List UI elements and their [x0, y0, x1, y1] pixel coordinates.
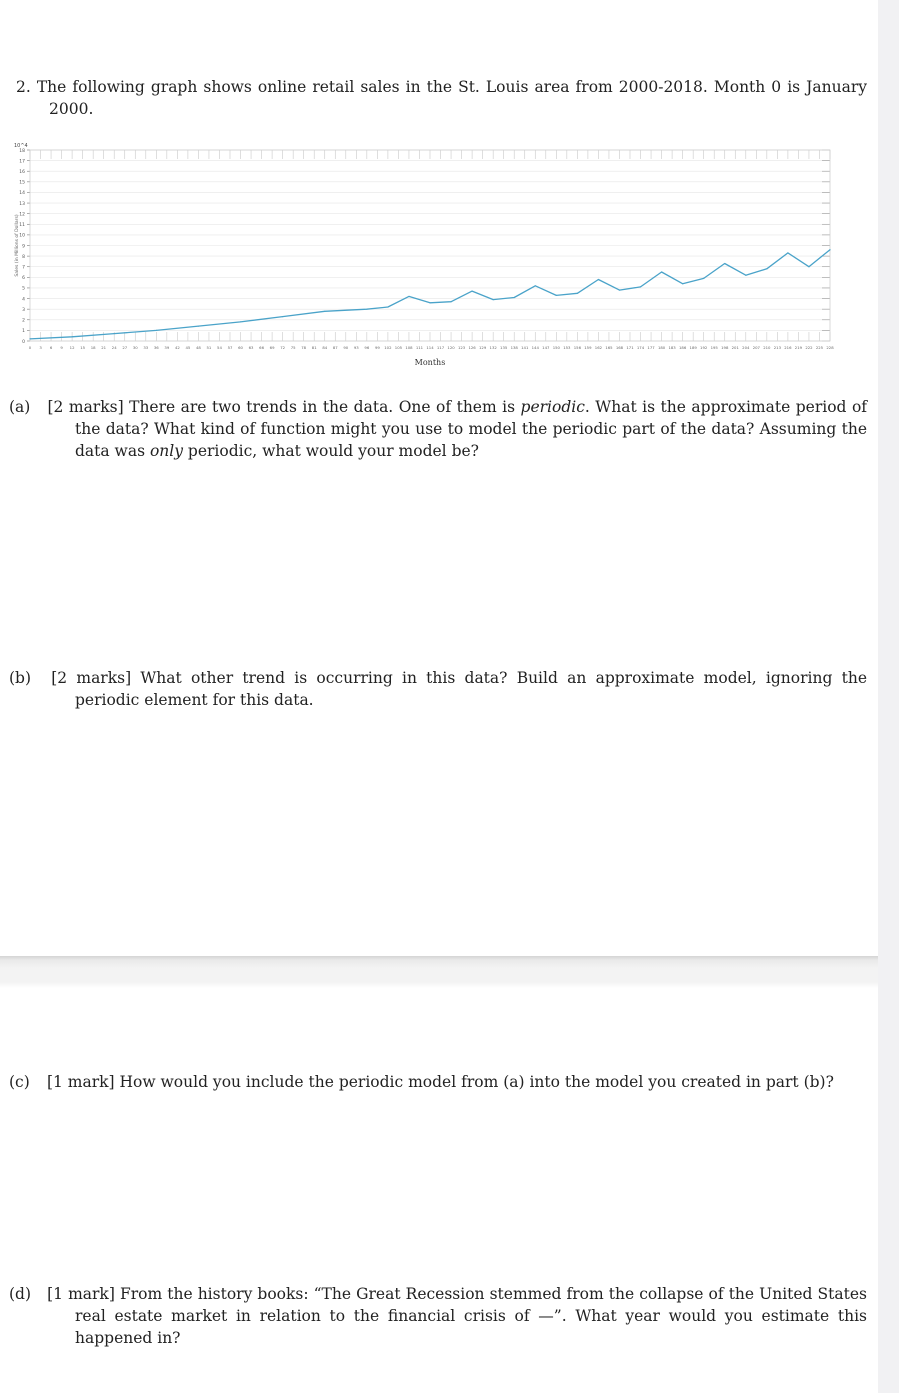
part-d-marks: [1 mark] [47, 1285, 115, 1303]
chart-grid [30, 150, 830, 341]
part-a-text-cont: . What is the approximate period of the data? What kind of function might you use to model the periodic part of the data? Assuming the data was [75, 398, 868, 460]
x-tick-label: 6 [49, 345, 53, 350]
y-tick-label: 15 [19, 180, 25, 186]
x-tick-label: 75 [290, 345, 296, 350]
x-tick-label: 12 [69, 345, 75, 350]
data-point [282, 316, 283, 317]
x-tick-label: 219 [794, 345, 803, 350]
data-point [640, 286, 641, 287]
data-point [556, 295, 557, 296]
x-tick-label: 30 [132, 345, 138, 350]
x-tick-label: 123 [457, 345, 466, 350]
part-d-text: From the history books: “The Great Recession stemmed from the collapse of the United States real estate market in relation to the financial crisis of —”. What year would you estimate this happened in? [75, 1285, 868, 1347]
sales-line-chart [0, 138, 878, 374]
data-point [514, 297, 515, 298]
x-tick-label: 144 [531, 345, 539, 350]
x-tick-label: 216 [784, 345, 792, 350]
x-tick-label: 45 [185, 345, 191, 350]
data-point [598, 279, 599, 280]
x-tick-label: 150 [552, 345, 560, 350]
y-tick-label: 16 [19, 170, 25, 176]
x-tick-label: 117 [436, 345, 445, 350]
x-tick-label: 54 [217, 345, 222, 350]
y-tick-label: 5 [22, 286, 25, 292]
x-tick-label: 222 [805, 345, 813, 350]
x-tick-label: 192 [700, 345, 708, 350]
sales-series-line [30, 250, 830, 339]
x-tick-label: 108 [405, 345, 413, 350]
x-tick-label: 111 [415, 345, 424, 350]
x-tick-label: 168 [615, 345, 624, 350]
x-tick-label: 57 [227, 345, 233, 350]
data-point [493, 299, 494, 300]
y-tick-label: 0 [22, 339, 25, 345]
data-point [198, 326, 199, 327]
part-c-text: How would you include the periodic model from (a) into the model you created in part (b)? [119, 1073, 834, 1091]
x-tick-label: 87 [332, 345, 338, 350]
x-tick-label: 72 [280, 345, 286, 350]
y-tick-label: 12 [19, 212, 25, 218]
x-tick-label: 189 [689, 345, 697, 350]
x-tick-label: 105 [394, 345, 403, 350]
x-tick-label: 48 [195, 345, 201, 350]
x-tick-label: 51 [206, 345, 212, 350]
x-tick-label: 201 [731, 345, 739, 350]
x-tick-label: 9 [60, 345, 63, 350]
x-tick-label: 0 [28, 345, 32, 350]
data-point [766, 268, 767, 269]
x-axis-label: Months [414, 358, 446, 367]
x-tick-label: 3 [39, 345, 42, 350]
question-2-text [16, 76, 867, 120]
x-tick-label: 114 [426, 345, 434, 350]
y-tick-label: 3 [22, 307, 25, 313]
x-tick-label: 141 [521, 345, 529, 350]
x-tick-label: 84 [322, 345, 328, 350]
data-point [787, 252, 788, 253]
y-tick-label: 18 [19, 148, 25, 154]
data-point [745, 275, 746, 276]
data-point [682, 283, 683, 284]
data-point [724, 263, 725, 264]
chart-series [29, 249, 830, 339]
part-d: (d) [1 mark] From the history books: “The Great Recession stemmed from the collapse of the United States real estate market in relation to the financial crisis of —”. What year would you estimate this happened in? [9, 1285, 868, 1347]
x-tick-label: 81 [311, 345, 317, 350]
part-b: (b) [2 marks] What other trend is occurring in this data? Build an approximate model, ignoring the periodic element for this data. [9, 669, 867, 709]
x-tick-label: 120 [447, 345, 455, 350]
data-point [661, 271, 662, 272]
x-tick-label: 42 [174, 345, 180, 350]
data-point [72, 336, 73, 337]
part-a-marks: [2 marks] [47, 398, 124, 416]
data-point [29, 338, 30, 339]
x-tick-label: 183 [668, 345, 676, 350]
data-point [472, 291, 473, 292]
x-tick-label: 207 [752, 345, 760, 350]
x-tick-label: 165 [605, 345, 613, 350]
y-tick-label: 10 [19, 233, 25, 239]
x-tick-label: 147 [542, 345, 550, 350]
part-c-marks: [1 mark] [46, 1073, 115, 1091]
x-tick-label: 93 [353, 345, 359, 350]
part-a-text: There are two trends in the data. One of them is [129, 398, 521, 416]
y-tick-label: 17 [19, 159, 25, 165]
part-a-emphasis-only: only [149, 442, 183, 460]
data-point [114, 333, 115, 334]
x-tick-label: 18 [90, 345, 96, 350]
x-tick-label: 156 [573, 345, 581, 350]
data-point [577, 293, 578, 294]
x-tick-label: 180 [657, 345, 666, 350]
x-tick-label: 33 [143, 345, 149, 350]
part-b-marks: [2 marks] [51, 669, 132, 687]
y-tick-label: 4 [22, 297, 25, 303]
x-tick-label: 204 [742, 345, 750, 350]
data-point [619, 289, 620, 290]
x-tick-label: 210 [763, 345, 771, 350]
part-a: (a) [2 marks] There are two trends in the data. One of them is periodic. What is the approximate period of the data? What kind of function might you use to model the periodic part of the data? Assuming the data was only periodic, what would your model be? [9, 398, 868, 460]
x-tick-label: 78 [301, 345, 307, 350]
y-tick-label: 2 [22, 318, 25, 324]
x-tick-label: 63 [248, 345, 254, 350]
x-tick-label: 162 [594, 345, 603, 350]
x-tick-label: 15 [80, 345, 86, 350]
y-tick-label: 7 [22, 265, 25, 271]
x-tick-label: 171 [626, 345, 634, 350]
data-point [240, 321, 241, 322]
x-tick-label: 102 [384, 345, 392, 350]
x-tick-label: 135 [500, 345, 508, 350]
question-prompt: The following graph shows online retail sales in the St. Louis area from 2000-2018. Month 0 is January 2000. [36, 78, 867, 118]
x-tick-label: 225 [815, 345, 824, 350]
x-tick-label: 174 [636, 345, 645, 350]
x-tick-label: 213 [773, 345, 781, 350]
data-point [703, 278, 704, 279]
x-tick-label: 69 [269, 345, 275, 350]
data-point [366, 309, 367, 310]
x-tick-label: 129 [479, 345, 487, 350]
x-tick-label: 126 [468, 345, 476, 350]
y-tick-label: 14 [19, 191, 25, 197]
part-a-text-end: periodic, what would your model be? [182, 442, 479, 460]
y-tick-label: 13 [19, 201, 25, 207]
part-a-emphasis-periodic: periodic [520, 398, 585, 416]
x-tick-label: 60 [238, 345, 243, 350]
data-point [829, 249, 830, 250]
data-point [450, 301, 451, 302]
y-tick-label: 8 [22, 254, 25, 260]
y-tick-label: 1 [22, 329, 25, 335]
x-tick-label: 198 [721, 345, 729, 350]
x-tick-label: 138 [510, 345, 518, 350]
x-tick-label: 90 [343, 345, 349, 350]
data-point [156, 330, 157, 331]
part-b-text: What other trend is occurring in this data? Build an approximate model, ignoring the periodic element for this data. [75, 669, 867, 709]
x-tick-label: 66 [259, 345, 265, 350]
x-tick-label: 132 [489, 345, 497, 350]
viewer-scroll-gutter[interactable] [878, 0, 899, 1393]
y-tick-label: 11 [19, 223, 25, 229]
x-tick-label: 21 [101, 345, 107, 350]
x-tick-label: 24 [111, 345, 117, 350]
y-axis-multiplier: 10^4 [14, 143, 28, 149]
x-tick-label: 36 [153, 345, 159, 350]
x-tick-label: 159 [584, 345, 592, 350]
data-point [535, 285, 536, 286]
x-tick-label: 195 [710, 345, 718, 350]
data-point [387, 306, 388, 307]
x-tick-label: 177 [647, 345, 655, 350]
x-tick-label: 96 [364, 345, 370, 350]
x-tick-label: 186 [679, 345, 687, 350]
data-point [324, 311, 325, 312]
x-tick-label: 39 [164, 345, 170, 350]
question-number: 2. [16, 78, 31, 96]
x-tick-label: 27 [122, 345, 128, 350]
y-tick-label: 9 [22, 244, 25, 250]
data-point [429, 302, 430, 303]
data-point [408, 296, 409, 297]
page-break [0, 956, 878, 988]
x-tick-label: 228 [826, 345, 834, 350]
y-tick-label: 6 [22, 276, 25, 282]
data-point [808, 266, 809, 267]
y-axis-label: Sales (in Millions of Dollars) [15, 214, 20, 277]
x-tick-label: 99 [374, 345, 380, 350]
x-tick-label: 153 [563, 345, 571, 350]
part-c: (c) [1 mark] How would you include the periodic model from (a) into the model you created in part (b)? [9, 1073, 834, 1091]
